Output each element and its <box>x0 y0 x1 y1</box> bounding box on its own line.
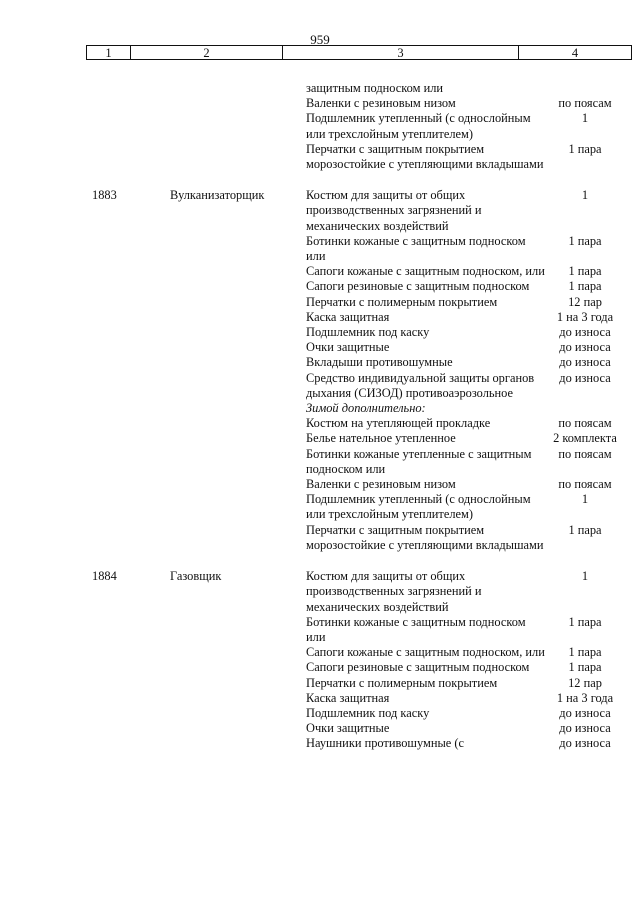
ppe-item: Ботинки кожаные с защитным подноском или <box>306 233 526 264</box>
ppe-item: Сапоги резиновые с защитным подноском <box>306 279 530 294</box>
table-row <box>0 264 640 279</box>
ppe-quantity: 1 пара <box>568 660 602 675</box>
table-row <box>0 431 640 446</box>
ppe-quantity: 1 <box>581 188 589 203</box>
ppe-item: Перчатки с защитным покрытием морозостойкие с утепляющими вкладышами <box>306 522 544 552</box>
ppe-quantity: до износа <box>559 721 611 736</box>
ppe-item: Подшлемник утепленный (с однослойным или трехслойным утеплителем) <box>306 111 531 141</box>
column-header-3: 3 <box>283 46 519 59</box>
ppe-quantity: по поясам <box>558 96 612 111</box>
page-number: 959 <box>310 32 330 47</box>
ppe-quantity: 1 пара <box>568 614 602 629</box>
table-row <box>0 310 640 325</box>
ppe-quantity: 1 пара <box>568 264 602 279</box>
ppe-item: Каска защитная <box>306 690 390 705</box>
table-row <box>0 721 640 736</box>
profession-name: Газовщик <box>170 569 222 584</box>
ppe-item: Наушники противошумные (с <box>306 736 465 751</box>
ppe-quantity: до износа <box>559 370 611 385</box>
entry-number: 1884 <box>92 569 117 584</box>
ppe-item: Сапоги резиновые с защитным подноском <box>306 660 530 675</box>
ppe-item: Подшлемник утепленный (с однослойным или трехслойным утеплителем) <box>306 492 531 522</box>
ppe-item: Белье нательное утепленное <box>306 431 456 446</box>
ppe-quantity: до износа <box>559 736 611 751</box>
ppe-quantity: 12 пар <box>568 675 602 690</box>
ppe-item: Очки защитные <box>306 340 390 355</box>
ppe-item: Каска защитная <box>306 309 390 324</box>
ppe-item: Перчатки с защитным покрытием морозостойкие с утепляющими вкладышами <box>306 141 544 172</box>
ppe-item: Ботинки кожаные утепленные с защитным подноском или <box>306 446 532 476</box>
section-spacer <box>0 553 640 569</box>
ppe-quantity: 1 на 3 года <box>556 309 614 324</box>
table-row <box>0 447 640 477</box>
table-row <box>0 736 640 751</box>
ppe-quantity: до износа <box>559 705 611 720</box>
column-header-row <box>86 45 632 60</box>
table-row <box>0 615 640 645</box>
ppe-item: Подшлемник под каску <box>306 325 430 340</box>
ppe-quantity: 1 пара <box>568 279 602 294</box>
table-row <box>0 660 640 675</box>
table-row <box>0 645 640 660</box>
ppe-quantity: по поясам <box>558 446 612 461</box>
table-row <box>0 340 640 355</box>
ppe-item: Очки защитные <box>306 721 390 736</box>
ppe-item: Вкладыши противошумные <box>306 355 453 370</box>
table-row <box>0 706 640 721</box>
ppe-item: Валенки с резиновым низом <box>306 96 456 111</box>
table-row <box>0 691 640 706</box>
table-row <box>0 325 640 340</box>
column-header-1: 1 <box>87 46 131 59</box>
table-row <box>0 295 640 310</box>
ppe-item: Валенки с резиновым низом <box>306 477 456 492</box>
table-row <box>0 96 640 111</box>
ppe-item: Перчатки с полимерным покрытием <box>306 294 498 309</box>
entry-number: 1883 <box>92 188 117 203</box>
ppe-item: Костюм для защиты от общих производственных загрязнений и механических воздействий <box>306 569 482 614</box>
ppe-quantity: до износа <box>559 340 611 355</box>
ppe-item: Перчатки с полимерным покрытием <box>306 675 498 690</box>
ppe-quantity: 12 пар <box>568 294 602 309</box>
ppe-item: Подшлемник под каску <box>306 705 430 720</box>
ppe-item: Сапоги кожаные с защитным подноском, или <box>306 645 545 660</box>
table-row <box>0 111 640 141</box>
table-row <box>0 188 640 234</box>
ppe-quantity: 1 пара <box>568 141 602 156</box>
table-row <box>0 401 640 416</box>
table-row <box>0 477 640 492</box>
profession-name: Вулканизаторщик <box>170 188 265 203</box>
ppe-item: Ботинки кожаные с защитным подноском или <box>306 614 526 644</box>
ppe-item: Костюм на утепляющей прокладке <box>306 416 491 431</box>
table-row <box>0 142 640 172</box>
ppe-item: Костюм для защиты от общих производственных загрязнений и механических воздействий <box>306 188 482 233</box>
column-header-2: 2 <box>131 46 283 59</box>
table-row <box>0 371 640 401</box>
table-row <box>0 676 640 691</box>
table-row <box>0 234 640 264</box>
table-row <box>0 523 640 553</box>
ppe-quantity: 2 комплекта <box>553 431 617 446</box>
ppe-quantity: 1 <box>581 492 589 507</box>
ppe-quantity: по поясам <box>558 416 612 431</box>
table-row <box>0 569 640 615</box>
table-body <box>0 81 640 752</box>
ppe-quantity: 1 пара <box>568 645 602 660</box>
ppe-item: Сапоги кожаные с защитным подноском, или <box>306 264 545 279</box>
ppe-quantity: до износа <box>559 325 611 340</box>
table-row <box>0 492 640 522</box>
table-row <box>0 416 640 431</box>
ppe-item: Зимой дополнительно: <box>306 401 426 416</box>
ppe-item: Средство индивидуальной защиты органов дыхания (СИЗОД) противоаэрозольное <box>306 370 535 400</box>
ppe-quantity: 1 <box>581 569 589 584</box>
ppe-quantity: до износа <box>559 355 611 370</box>
column-header-4: 4 <box>571 46 579 60</box>
ppe-quantity: 1 пара <box>568 233 602 248</box>
table-row <box>0 81 640 96</box>
table-row <box>0 355 640 370</box>
ppe-item: защитным подноском или <box>306 81 444 95</box>
ppe-quantity: по поясам <box>558 477 612 492</box>
ppe-quantity: 1 пара <box>568 522 602 537</box>
table-row <box>0 279 640 294</box>
ppe-quantity: 1 на 3 года <box>556 690 614 705</box>
section-spacer <box>0 172 640 188</box>
ppe-quantity: 1 <box>581 111 589 126</box>
